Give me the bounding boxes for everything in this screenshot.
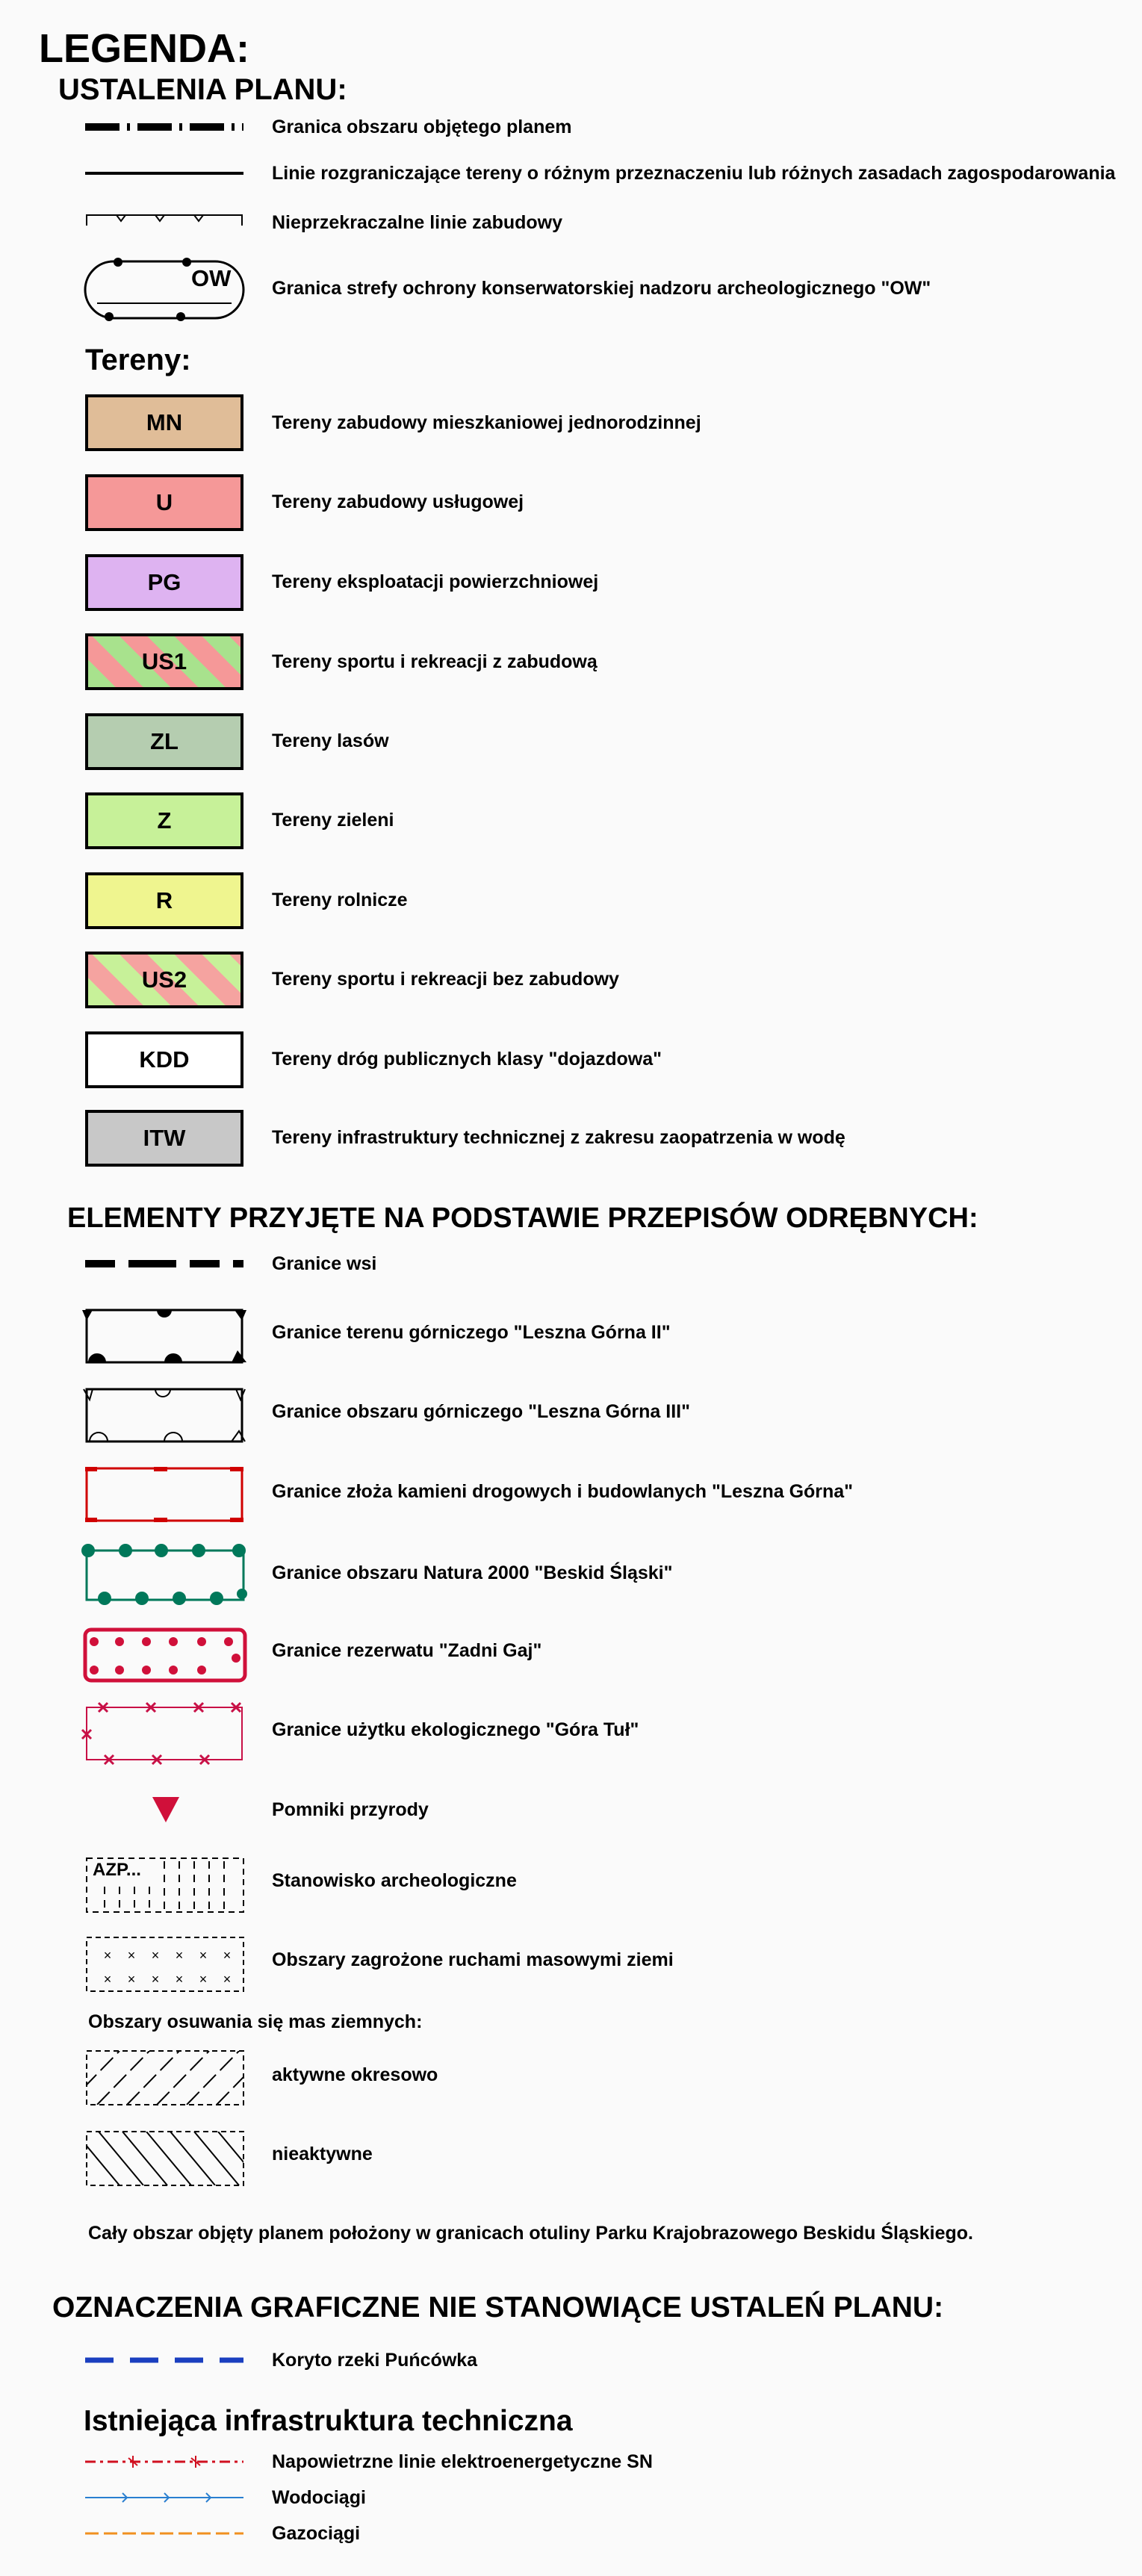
terrain-code: U (155, 489, 173, 515)
river-label: Koryto rzeki Puńcówka (272, 2350, 478, 2371)
gas-line-icon (82, 2518, 246, 2548)
water-line-icon (82, 2483, 246, 2513)
svg-text:×: × (103, 1972, 112, 1987)
svg-text:×: × (127, 1972, 136, 1987)
river-line-icon (82, 2345, 246, 2375)
infra-heading: Istniejąca infrastruktura techniczna (84, 2405, 573, 2437)
terrain-us1-label: Tereny sportu i rekreacji z zabudową (272, 651, 598, 672)
mining-area-label: Granice terenu górniczego "Leszna Górna II" (272, 1322, 671, 1343)
ow-code: OW (191, 265, 232, 291)
svg-text:×: × (175, 1948, 184, 1963)
svg-text:×: × (127, 1948, 136, 1963)
water-line-label: Wodociągi (272, 2487, 366, 2508)
svg-text:×: × (223, 1948, 232, 1963)
archaeological-code: AZP... (93, 1860, 141, 1880)
power-line-label: Napowietrzne linie elektroenergetyczne SN (272, 2451, 653, 2472)
terrain-code: KDD (139, 1046, 190, 1073)
village-boundary-label: Granice wsi (272, 1253, 377, 1274)
terrain-r-swatch (85, 872, 243, 929)
svg-text:×: × (199, 1972, 208, 1987)
building-line-label: Nieprzekraczalne linie zabudowy (272, 212, 563, 233)
mining-zone-label: Granice obszaru górniczego "Leszna Górna III" (272, 1401, 690, 1422)
gas-line-label: Gazociągi (272, 2523, 361, 2544)
terrain-itw-swatch (85, 1110, 243, 1167)
terrain-mn-swatch (85, 394, 243, 451)
ecological-site-label: Granice użytku ekologicznego "Góra Tuł" (272, 1719, 639, 1740)
demarcation-label: Linie rozgraniczające tereny o różnym przeznaczeniu lub różnych zasadach zagospodarowania (272, 163, 1116, 184)
terrain-code: US2 (141, 966, 187, 993)
terrain-kdd-swatch (85, 1031, 243, 1088)
terrain-pg-swatch (85, 554, 243, 611)
svg-text:×: × (199, 1948, 208, 1963)
mass-movement-label: Obszary zagrożone ruchami masowymi ziemi (272, 1949, 674, 1970)
svg-text:×: × (151, 1948, 160, 1963)
village-boundary-icon (82, 1249, 246, 1279)
terrain-us2-label: Tereny sportu i rekreacji bez zabudowy (272, 969, 619, 990)
svg-text:×: × (223, 1972, 232, 1987)
plan-heading: USTALENIA PLANU: (58, 73, 347, 106)
reserve-icon (82, 1625, 246, 1685)
svg-text:×: × (151, 1972, 160, 1987)
terrain-code: MN (146, 409, 183, 435)
terrain-r-label: Tereny rolnicze (272, 890, 408, 910)
terrain-heading: Tereny: (85, 344, 191, 376)
svg-text:×: × (175, 1972, 184, 1987)
mining-area-icon (82, 1306, 246, 1365)
landslide-inactive-icon (82, 2129, 246, 2188)
terrain-u-label: Tereny zabudowy usługowej (272, 491, 524, 512)
terrain-code: PG (147, 569, 181, 595)
terrain-code: Z (157, 807, 172, 834)
terrain-zl-swatch (85, 713, 243, 770)
ecological-site-icon (82, 1703, 246, 1763)
natura-2000-icon (82, 1545, 246, 1604)
landslide-periodic-label: aktywne okresowo (272, 2064, 438, 2085)
deposit-boundary-icon (82, 1464, 246, 1524)
natural-monument-label: Pomniki przyrody (272, 1799, 429, 1820)
reserve-label: Granice rezerwatu "Zadni Gaj" (272, 1640, 542, 1661)
power-line-icon (82, 2447, 246, 2477)
terrain-u-swatch (85, 474, 243, 531)
terrain-pg-label: Tereny eksploatacji powierzchniowej (272, 571, 599, 592)
terrain-z-label: Tereny zieleni (272, 810, 394, 831)
landslide-inactive-label: nieaktywne (272, 2144, 373, 2164)
terrain-us1-swatch (85, 633, 243, 690)
terrain-z-swatch (85, 792, 243, 849)
mining-zone-icon (82, 1385, 246, 1444)
terrain-code: R (155, 887, 173, 913)
terrain-code: US1 (141, 648, 187, 674)
terrain-zl-label: Tereny lasów (272, 730, 389, 751)
natura-2000-label: Granice obszaru Natura 2000 "Beskid Śląski" (272, 1562, 673, 1583)
legend-title: LEGENDA: (39, 26, 249, 71)
archaeological-site-label: Stanowisko archeologiczne (272, 1870, 517, 1891)
terrain-kdd-label: Tereny dróg publicznych klasy "dojazdowa" (272, 1049, 662, 1070)
landslide-periodic-icon (82, 2048, 246, 2108)
mass-movement-icon (82, 1934, 246, 1994)
landslide-heading: Obszary osuwania się mas ziemnych: (88, 2011, 423, 2032)
terrain-code: ITW (143, 1125, 186, 1151)
terrain-code: ZL (150, 728, 179, 754)
natural-monument-icon (151, 1794, 181, 1824)
park-note: Cały obszar objęty planem położony w granicach otuliny Parku Krajobrazowego Beskidu Śląskiego. (88, 2223, 973, 2244)
ow-zone-label: Granica strefy ochrony konserwatorskiej nadzoru archeologicznego "OW" (272, 278, 931, 299)
terrain-mn-label: Tereny zabudowy mieszkaniowej jednorodzinnej (272, 412, 701, 433)
separate-heading: ELEMENTY PRZYJĘTE NA PODSTAWIE PRZEPISÓW ODRĘBNYCH: (67, 1202, 978, 1234)
deposit-boundary-label: Granice złoża kamieni drogowych i budowlanych "Leszna Górna" (272, 1481, 854, 1502)
terrain-itw-label: Tereny infrastruktury technicznej z zakresu zaopatrzenia w wodę (272, 1127, 845, 1148)
svg-text:×: × (103, 1948, 112, 1963)
terrain-us2-swatch (85, 952, 243, 1008)
plan-boundary-label: Granica obszaru objętego planem (272, 117, 572, 137)
graphic-heading: OZNACZENIA GRAFICZNE NIE STANOWIĄCE USTALEŃ PLANU: (52, 2291, 944, 2324)
